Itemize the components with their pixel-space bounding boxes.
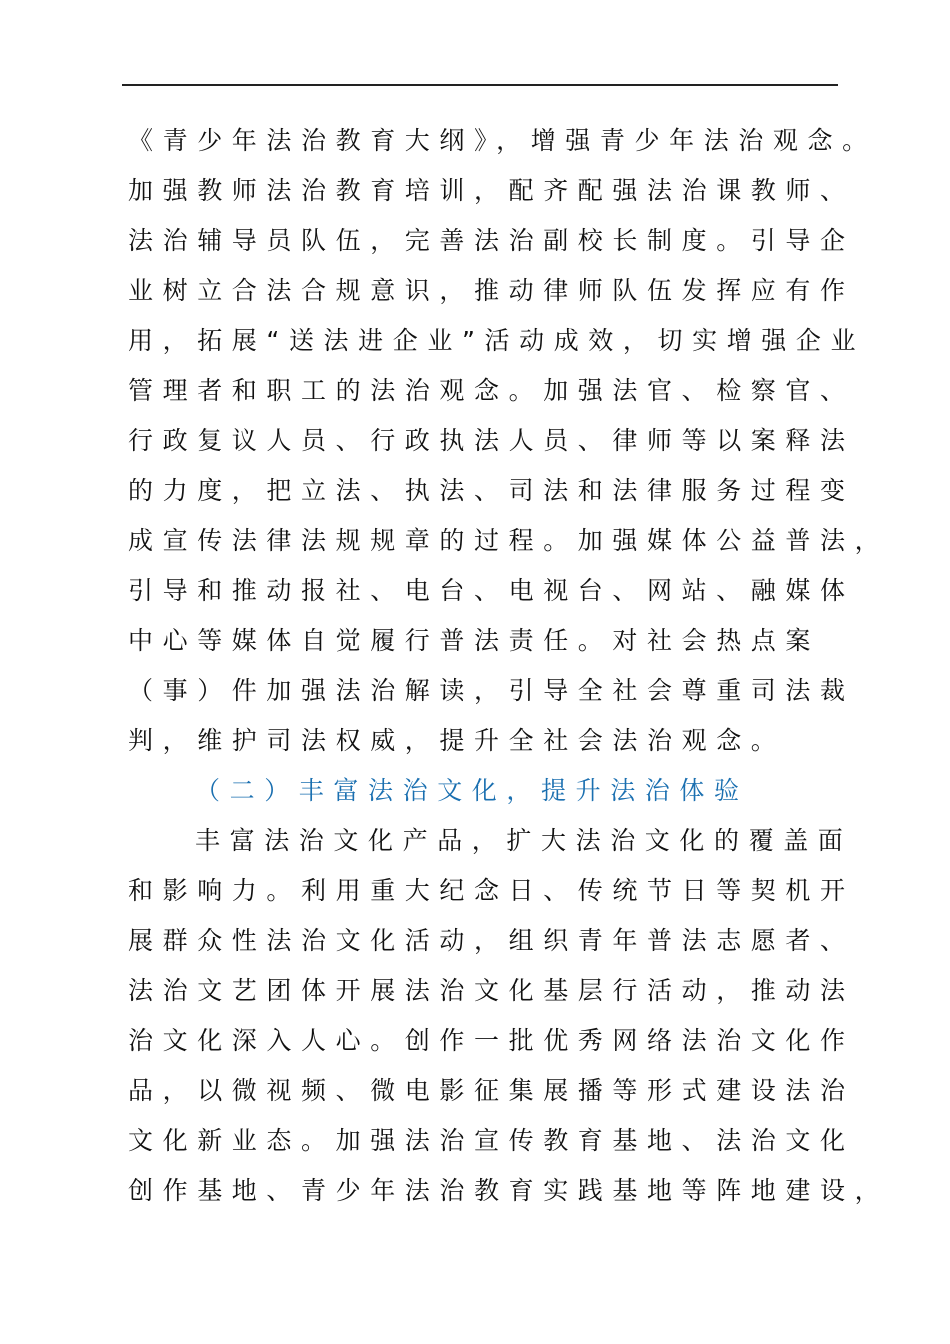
paragraph-line: 中心等媒体自觉履行普法责任。对社会热点案 <box>128 626 821 655</box>
paragraph-line: 法治辅导员队伍，完善法治副校长制度。引导企 <box>128 226 855 255</box>
paragraph-line: 的力度，把立法、执法、司法和法律服务过程变 <box>128 476 855 505</box>
paragraph-line: 引导和推动报社、电台、电视台、网站、融媒体 <box>128 576 855 605</box>
paragraph-line: 文化新业态。加强法治宣传教育基地、法治文化 <box>128 1126 855 1155</box>
paragraph-line: 《青少年法治教育大纲》，增强青少年法治观念。 <box>128 126 877 155</box>
paragraph-line: 用，拓展“送法进企业”活动成效，切实增强企业 <box>128 326 866 355</box>
paragraph-line: 法治文艺团体开展法治文化基层行活动，推动法 <box>128 976 855 1005</box>
paragraph-line: 成宣传法律法规规章的过程。加强媒体公益普法， <box>128 526 890 555</box>
paragraph-line: 创作基地、青少年法治教育实践基地等阵地建设， <box>128 1176 890 1205</box>
header-rule <box>122 84 838 86</box>
paragraph-line: 品，以微视频、微电影征集展播等形式建设法治 <box>128 1076 855 1105</box>
paragraph-line: 和影响力。利用重大纪念日、传统节日等契机开 <box>128 876 855 905</box>
paragraph-line: 展群众性法治文化活动，组织青年普法志愿者、 <box>128 926 855 955</box>
paragraph-line: 加强教师法治教育培训，配齐配强法治课教师、 <box>128 176 855 205</box>
paragraph-line: 管理者和职工的法治观念。加强法官、检察官、 <box>128 376 855 405</box>
paragraph-line: 判，维护司法权威，提升全社会法治观念。 <box>128 726 786 755</box>
paragraph-line: 治文化深入人心。创作一批优秀网络法治文化作 <box>128 1026 855 1055</box>
document-body <box>128 116 890 1216</box>
paragraph-line: 行政复议人员、行政执法人员、律师等以案释法 <box>128 426 855 455</box>
paragraph-line: 业树立合法合规意识，推动律师队伍发挥应有作 <box>128 276 855 305</box>
paragraph-line: 丰富法治文化产品，扩大法治文化的覆盖面 <box>195 826 853 855</box>
paragraph-line: （事）件加强法治解读，引导全社会尊重司法裁 <box>128 676 855 705</box>
section-heading: （二）丰富法治文化，提升法治体验 <box>195 776 749 805</box>
